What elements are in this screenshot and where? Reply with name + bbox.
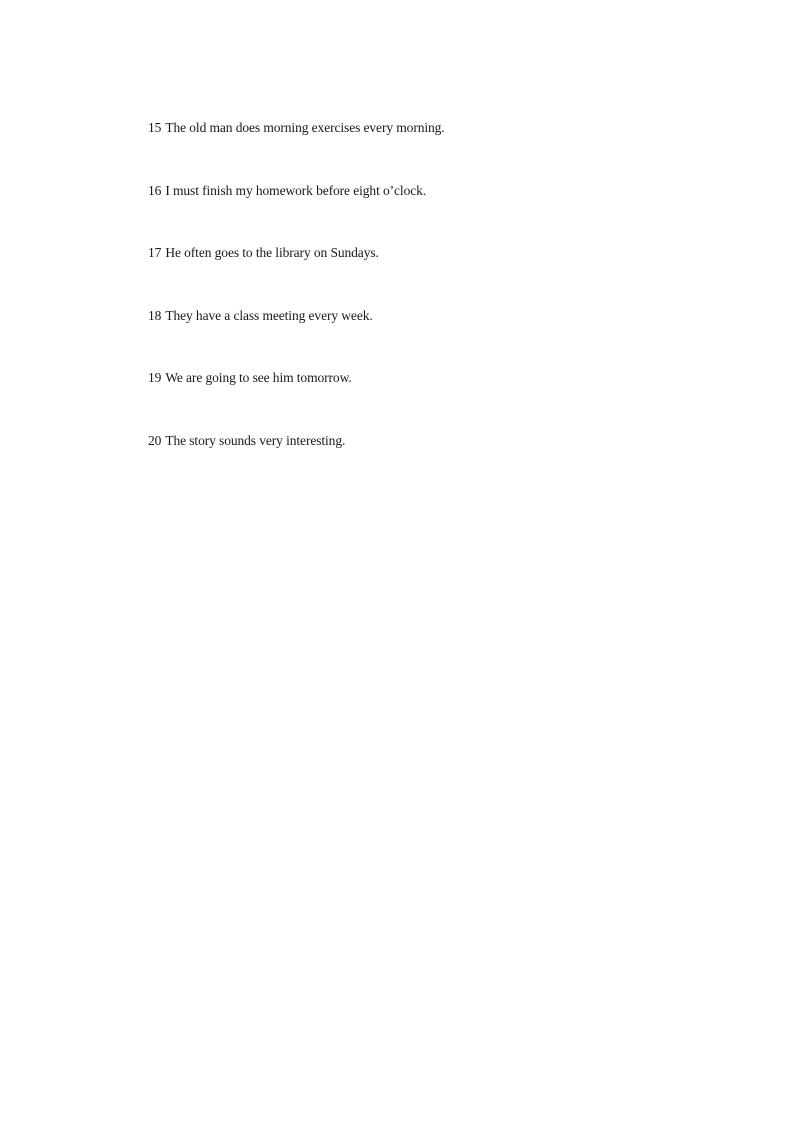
sentence-text: They have a class meeting every week.: [165, 307, 373, 323]
sentence-item: [148, 307, 445, 325]
sentence-number: 19: [148, 370, 162, 385]
sentence-text: He often goes to the library on Sundays.: [165, 245, 379, 260]
sentence-number: 20: [148, 432, 162, 448]
sentence-item: [148, 119, 445, 137]
sentence-item: [148, 369, 445, 387]
sentence-text: I must finish my homework before eight o’clock.: [165, 182, 427, 198]
sentence-number: 17: [148, 245, 162, 260]
sentence-text: We are going to see him tomorrow.: [165, 370, 352, 385]
sentence-number: 16: [148, 182, 162, 198]
sentence-number: 18: [148, 307, 162, 323]
sentence-item: [148, 432, 445, 450]
sentence-item: [148, 244, 445, 262]
sentence-text: The story sounds very interesting.: [165, 432, 346, 448]
sentence-list: [148, 119, 445, 494]
sentence-item: [148, 182, 445, 200]
sentence-text: The old man does morning exercises every morning.: [165, 120, 445, 135]
sentence-number: 15: [148, 120, 162, 135]
